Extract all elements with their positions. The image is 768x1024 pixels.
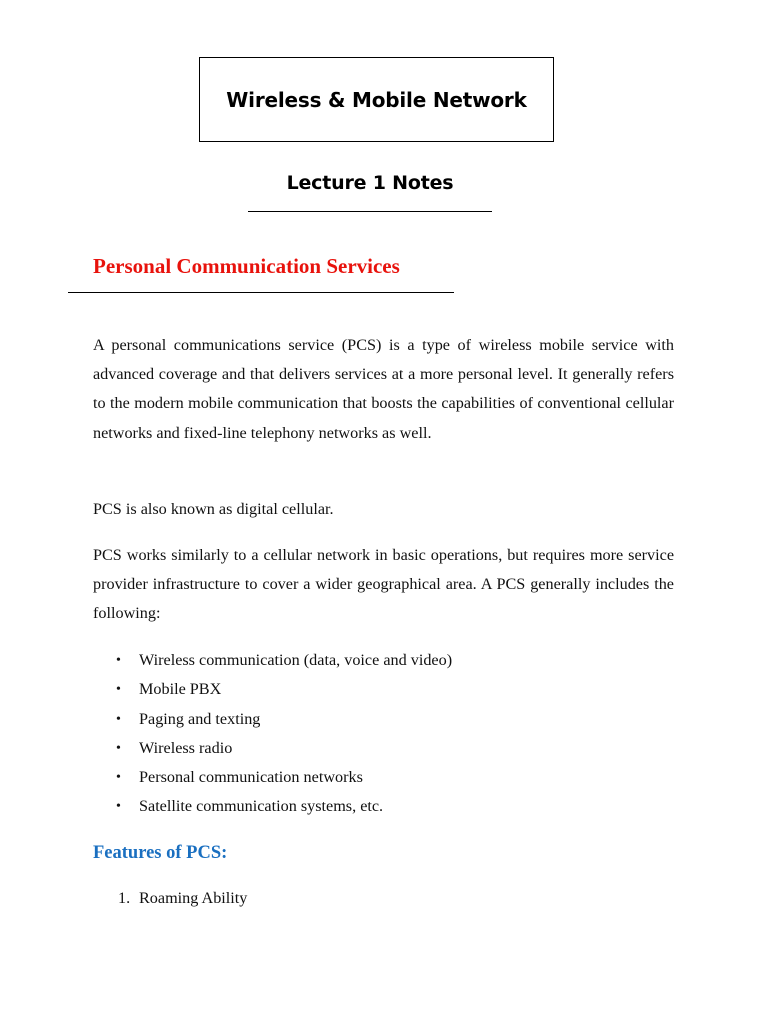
subtitle-underline: [248, 211, 492, 212]
list-item: [93, 884, 247, 913]
bullet-icon: •: [116, 799, 121, 815]
list-item: [93, 675, 452, 704]
bullet-icon: •: [116, 682, 121, 698]
list-item-label: Paging and texting: [139, 709, 261, 728]
list-item: [93, 734, 452, 763]
lecture-subtitle: Lecture 1 Notes: [286, 172, 454, 194]
paragraph-digital-cellular: PCS is also known as digital cellular.: [93, 500, 334, 518]
pcs-components-list: [93, 646, 452, 822]
document-title-box: [199, 57, 554, 142]
bullet-icon: •: [116, 770, 121, 786]
section-underline: [68, 292, 454, 293]
list-number: 1.: [118, 889, 131, 907]
paragraph-pcs-definition: A personal communications service (PCS) is a type of wireless mobile service with advanced coverage and that delivers services at a more personal level. It generally refers to the modern mobile communication that boosts the capabilities of conventional cellular networks and fixed-line telephony networks as well.: [93, 336, 674, 442]
document-title: Wireless & Mobile Network: [226, 87, 527, 112]
list-item-label: Satellite communication systems, etc.: [139, 797, 384, 816]
bullet-icon: •: [116, 740, 121, 756]
bullet-icon: •: [116, 711, 121, 727]
list-item: [93, 792, 452, 821]
list-item-label: Roaming Ability: [139, 889, 248, 907]
section-heading: Personal Communication Services: [93, 254, 400, 278]
list-item: [93, 763, 452, 792]
list-item-label: Personal communication networks: [139, 768, 363, 787]
paragraph-pcs-operations: PCS works similarly to a cellular network in basic operations, but requires more service provider infrastructure to cover a wider geographical area. A PCS generally includes the following:: [93, 546, 674, 623]
list-item: [93, 646, 452, 675]
features-list: [93, 884, 247, 913]
bullet-icon: •: [116, 653, 121, 668]
list-item: [93, 705, 452, 734]
features-heading: Features of PCS:: [93, 843, 228, 863]
list-item-label: Mobile PBX: [139, 680, 222, 699]
list-item-label: Wireless communication (data, voice and video): [139, 651, 453, 669]
list-item-label: Wireless radio: [139, 738, 233, 757]
